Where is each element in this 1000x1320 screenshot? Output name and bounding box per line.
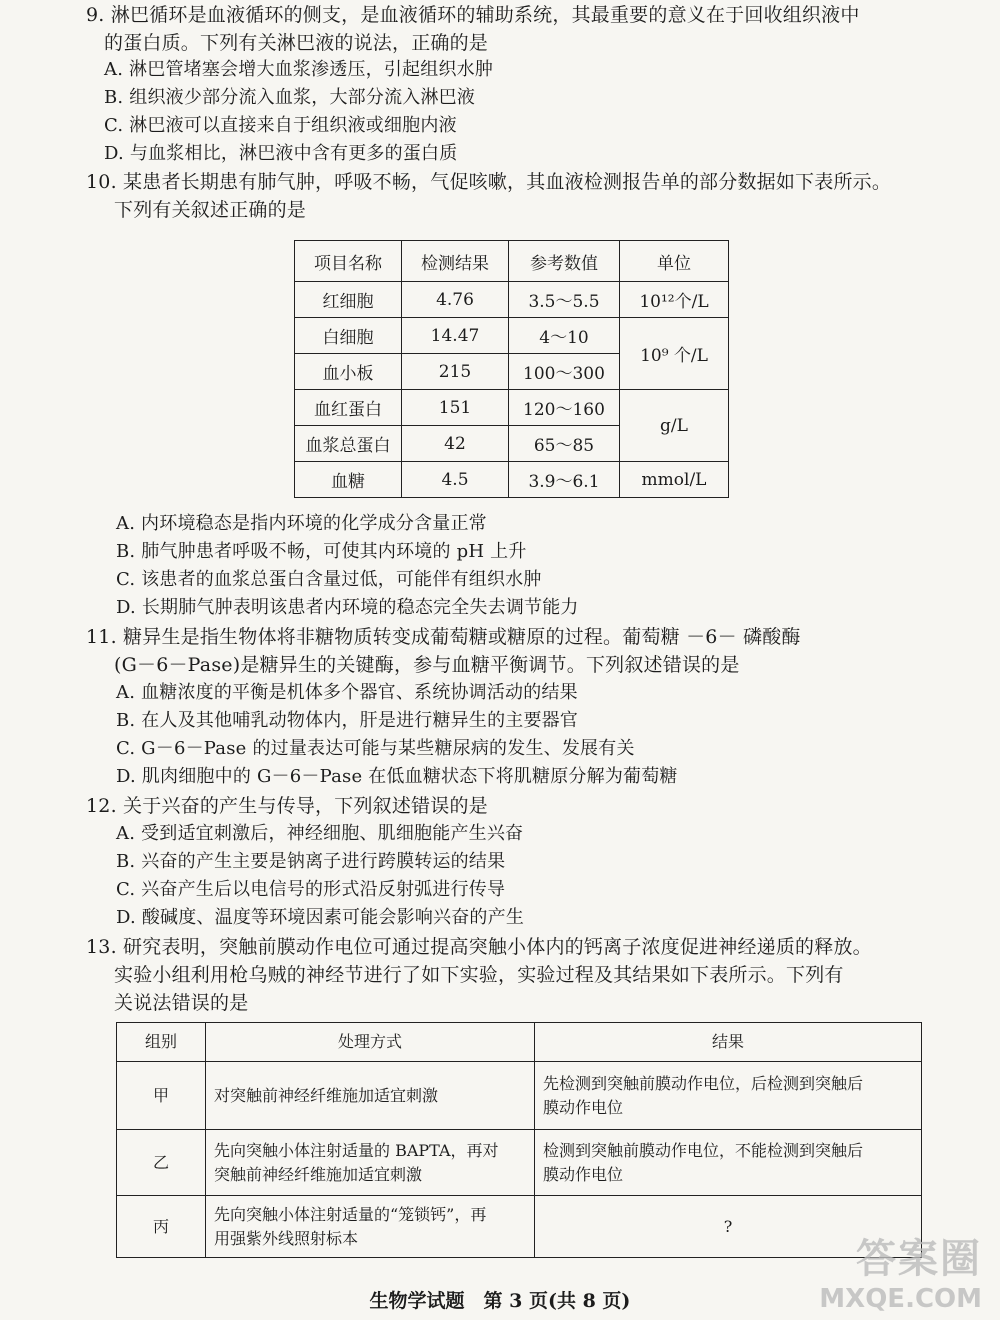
- treatment-line: 用强紫外线照射标本: [214, 1228, 359, 1248]
- header-result: 结果: [535, 1023, 922, 1062]
- cell-item: 血小板: [295, 354, 402, 390]
- q10-stem-line1: 10. 某患者长期患有肺气肿，呼吸不畅，气促咳嗽，其血液检测报告单的部分数据如下表所示。: [86, 171, 892, 193]
- treatment-line: 突触前神经纤维施加适宜刺激: [214, 1164, 423, 1184]
- cell-item: 血浆总蛋白: [295, 426, 402, 462]
- cell-group: 甲: [117, 1062, 206, 1130]
- result-line: 先检测到突触前膜动作电位，后检测到突触后: [543, 1073, 864, 1093]
- q10-option-d: D. 长期肺气肿表明该患者内环境的稳态完全失去调节能力: [116, 597, 579, 618]
- cell-result: [535, 1130, 922, 1196]
- cell-item: 白细胞: [295, 318, 402, 354]
- watermark-text: 答案圈: [856, 1236, 982, 1282]
- q11-option-a: A. 血糖浓度的平衡是机体多个器官、系统协调活动的结果: [116, 682, 578, 703]
- result-line: 检测到突触前膜动作电位，不能检测到突触后: [543, 1140, 864, 1160]
- result-line: 膜动作电位: [543, 1097, 624, 1117]
- q10-option-c: C. 该患者的血浆总蛋白含量过低，可能伴有组织水肿: [116, 569, 542, 590]
- cell-item: 血红蛋白: [295, 390, 402, 426]
- header-item-name: 项目名称: [295, 241, 402, 282]
- q11-option-b: B. 在人及其他哺乳动物体内，肝是进行糖异生的主要器官: [116, 710, 579, 731]
- cell-result: 4.5: [402, 462, 509, 498]
- result-unknown: ?: [723, 1216, 733, 1236]
- q10-stem-line2: 下列有关叙述正确的是: [114, 199, 307, 221]
- q13-stem-line1: 13. 研究表明，突触前膜动作电位可通过提高突触小体内的钙离子浓度促进神经递质的释放。: [86, 936, 872, 958]
- table-header-row: [295, 241, 729, 282]
- watermark-url: MXQE.COM: [819, 1284, 982, 1314]
- q12-option-d: D. 酸碱度、温度等环境因素可能会影响兴奋的产生: [116, 907, 525, 928]
- cell-item: 红细胞: [295, 282, 402, 318]
- table-row: [295, 318, 729, 354]
- table-header-row: [117, 1023, 922, 1062]
- q11-option-d: D. 肌肉细胞中的 G－6－Pase 在低血糖状态下将肌糖原分解为葡萄糖: [116, 766, 678, 787]
- header-group: 组别: [117, 1023, 206, 1062]
- q9-option-a: A. 淋巴管堵塞会增大血浆渗透压，引起组织水肿: [104, 59, 494, 80]
- cell-result: 215: [402, 354, 509, 390]
- blood-test-table: [294, 240, 729, 498]
- cell-treatment: [206, 1196, 535, 1258]
- treatment-line: 先向突触小体注射适量的“笼锁钙”，再: [214, 1204, 487, 1224]
- q12-option-c: C. 兴奋产生后以电信号的形式沿反射弧进行传导: [116, 879, 506, 900]
- cell-result: 14.47: [402, 318, 509, 354]
- table-row: [117, 1130, 922, 1196]
- cell-group: 丙: [117, 1196, 206, 1258]
- q9-option-b: B. 组织液少部分流入血浆，大部分流入淋巴液: [104, 87, 476, 108]
- table-row: [117, 1062, 922, 1130]
- table-row: [295, 462, 729, 498]
- q12-option-a: A. 受到适宜刺激后，神经细胞、肌细胞能产生兴奋: [116, 823, 524, 844]
- cell-reference: 65～85: [509, 426, 620, 462]
- q11-option-c: C. G－6－Pase 的过量表达可能与某些糖尿病的发生、发展有关: [116, 738, 635, 759]
- cell-reference: 3.5～5.5: [509, 282, 620, 318]
- cell-reference: 4～10: [509, 318, 620, 354]
- watermark-logo: [819, 1227, 982, 1314]
- cell-reference: 120～160: [509, 390, 620, 426]
- q10-option-a: A. 内环境稳态是指内环境的化学成分含量正常: [116, 513, 487, 534]
- cell-result: [535, 1062, 922, 1130]
- cell-unit: g/L: [620, 390, 729, 462]
- cell-unit: 10¹²个/L: [620, 282, 729, 318]
- q11-stem-line1: 11. 糖异生是指生物体将非糖物质转变成葡萄糖或糖原的过程。葡萄糖 －6－ 磷酸酶: [86, 626, 801, 648]
- cell-result: 42: [402, 426, 509, 462]
- page-footer: 生物学试题 第 3 页(共 8 页): [369, 1290, 631, 1312]
- q9-option-c: C. 淋巴液可以直接来自于组织液或细胞内液: [104, 115, 457, 136]
- q13-stem-line3: 关说法错误的是: [114, 992, 249, 1014]
- q11-stem-line2: (G－6－Pase)是糖异生的关键酶，参与血糖平衡调节。下列叙述错误的是: [114, 654, 740, 676]
- cell-reference: 100～300: [509, 354, 620, 390]
- cell-reference: 3.9～6.1: [509, 462, 620, 498]
- q9-stem-line2: 的蛋白质。下列有关淋巴液的说法，正确的是: [104, 32, 489, 54]
- header-unit: 单位: [620, 241, 729, 282]
- table-row: [295, 282, 729, 318]
- header-result: 检测结果: [402, 241, 509, 282]
- result-line: 膜动作电位: [543, 1164, 624, 1184]
- cell-unit: 10⁹ 个/L: [620, 318, 729, 390]
- cell-unit: mmol/L: [620, 462, 729, 498]
- q12-option-b: B. 兴奋的产生主要是钠离子进行跨膜转运的结果: [116, 851, 506, 872]
- cell-item: 血糖: [295, 462, 402, 498]
- header-reference: 参考数值: [509, 241, 620, 282]
- table-row: [117, 1196, 922, 1258]
- treatment-line: 对突触前神经纤维施加适宜刺激: [214, 1085, 439, 1105]
- cell-group: 乙: [117, 1130, 206, 1196]
- cell-result: 151: [402, 390, 509, 426]
- q12-stem-line1: 12. 关于兴奋的产生与传导，下列叙述错误的是: [86, 795, 488, 817]
- treatment-line: 先向突触小体注射适量的 BAPTA，再对: [214, 1140, 499, 1160]
- q10-option-b: B. 肺气肿患者呼吸不畅，可使其内环境的 pH 上升: [116, 541, 527, 562]
- cell-treatment: [206, 1062, 535, 1130]
- q9-stem-line1: 9. 淋巴循环是血液循环的侧支，是血液循环的辅助系统，其最重要的意义在于回收组织液中: [86, 4, 860, 26]
- experiment-table: [116, 1022, 922, 1258]
- q13-stem-line2: 实验小组利用枪乌贼的神经节进行了如下实验，实验过程及其结果如下表所示。下列有: [114, 964, 844, 986]
- header-treatment: 处理方式: [206, 1023, 535, 1062]
- cell-result: 4.76: [402, 282, 509, 318]
- cell-treatment: [206, 1130, 535, 1196]
- q9-option-d: D. 与血浆相比，淋巴液中含有更多的蛋白质: [104, 143, 458, 164]
- table-row: [295, 390, 729, 426]
